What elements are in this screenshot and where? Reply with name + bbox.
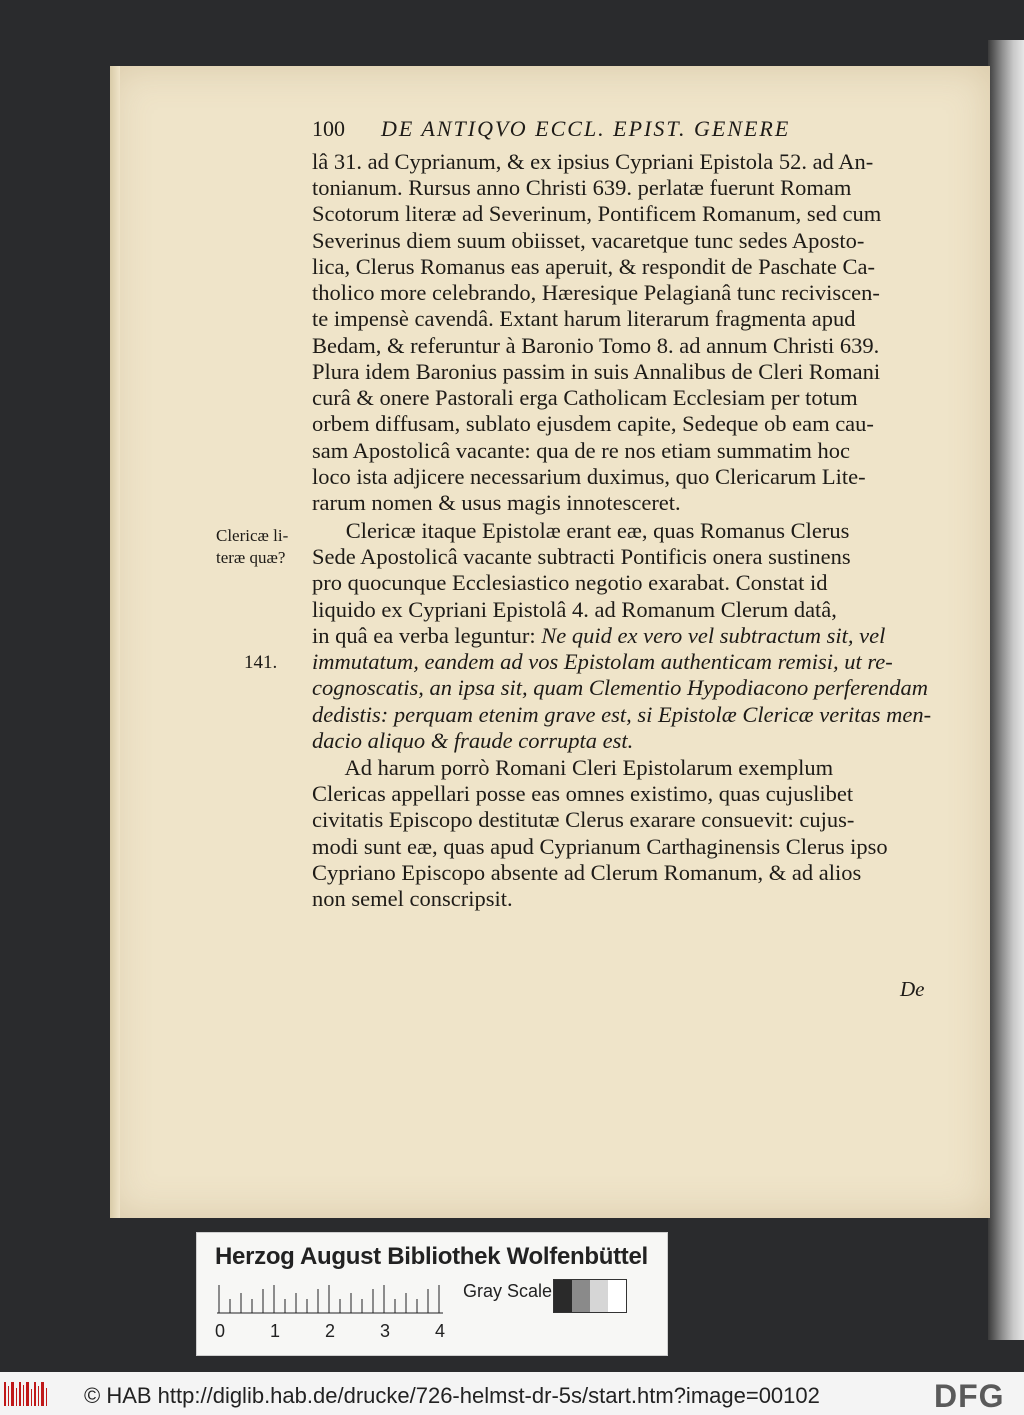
page-gutter [110,66,120,1218]
gray-swatch [608,1280,626,1312]
text-line: Sede Apostolicâ vacante subtracti Pontificis onera sustinens [312,544,851,569]
quote-intro: in quâ ea verba leguntur: [312,623,536,648]
gray-scale-label: Gray Scale [463,1281,553,1301]
margin-number: 141. [244,652,278,673]
ruler-number: 4 [435,1321,446,1341]
text-line: orbem diffusam, sublato ejusdem capite, Sedeque ob eam cau- [312,411,874,436]
text-line: loco ista adjicere necessarium duximus, quo Clericarum Lite- [312,464,866,489]
text-line: te impensè cavendâ. Extant harum literarum fragmenta apud [312,306,856,331]
text-line: pro quocunque Ecclesiastico negotio exarabat. Constat id [312,570,828,595]
book-edge [988,40,1024,1340]
margin-note-line: Clericæ li- [216,526,289,545]
color-calibration-card [196,1232,668,1356]
text-line: tholico more celebrando, Hæresique Pelagianâ tunc reciviscen- [312,280,880,305]
card-title: Herzog August Bibliothek Wolfenbüttel [215,1243,648,1270]
ruler-ticks [217,1285,443,1315]
gray-swatch [572,1280,590,1312]
dfg-logo: DFG [934,1378,1005,1414]
ruler-number: 0 [215,1321,226,1341]
text-line: curâ & onere Pastorali erga Catholicam Ecclesiam per totum [312,385,858,410]
text-line: Plura idem Baronius passim in suis Annalibus de Cleri Romani [312,359,881,384]
text-line: tonianum. Rursus anno Christi 639. perlatæ fuerunt Romam [312,175,852,200]
text-line: non semel conscripsit. [312,886,513,911]
text-line: cognoscatis, an ipsa sit, quam Clementio Hypodiacono perferendam [312,675,928,700]
text-line: rarum nomen & usus magis innotesceret. [312,490,681,515]
text-line: Clericas appellari posse eas omnes existimo, quas cujuslibet [312,781,854,806]
text-line: lica, Clerus Romanus eas aperuit, & respondit de Paschate Ca- [312,254,875,279]
gray-scale-swatches [553,1279,627,1313]
gray-swatch [554,1280,572,1312]
text-line: dacio aliquo & fraude corrupta est. [312,728,634,753]
ruler [217,1285,443,1315]
text-line: Clericæ itaque Epistolæ erant eæ, quas Romanus Clerus [312,518,850,543]
text-line [312,623,885,649]
text-line: Severinus diem suum obiisset, vacaretque tunc sedes Aposto- [312,228,865,253]
barcode-logo [4,1380,48,1408]
catchword: De [900,977,925,1001]
text-line: liquido ex Cypriani Epistolâ 4. ad Romanum Clerum datâ, [312,597,837,622]
text-line: immutatum, eandem ad vos Epistolam authenticam remisi, ut re- [312,649,893,674]
ruler-number: 2 [325,1321,336,1341]
gray-swatch [590,1280,608,1312]
text-line: Cypriano Episcopo absente ad Clerum Romanum, & ad alios [312,860,862,885]
text-line: dedistis: perquam etenim grave est, si Epistolæ Clericæ veritas men- [312,702,932,727]
text-line: modi sunt eæ, quas apud Cyprianum Carthaginensis Clerus ipso [312,834,888,859]
text-line: Scotorum literæ ad Severinum, Pontificem Romanum, sed cum [312,201,882,226]
margin-note-line: teræ quæ? [216,548,286,567]
text-line: lâ 31. ad Cyprianum, & ex ipsius Cypriani Epistola 52. ad An- [312,149,874,174]
text-line: civitatis Episcopo destitutæ Clerus exarare consuevit: cujus- [312,807,855,832]
text-line: Ad harum porrò Romani Cleri Epistolarum exemplum [312,755,834,780]
ruler-number: 3 [380,1321,391,1341]
running-title: DE ANTIQVO ECCL. EPIST. GENERE [381,116,791,141]
text-line: Bedam, & referuntur à Baronio Tomo 8. ad annum Christi 639. [312,333,880,358]
text-line: sam Apostolicâ vacante: qua de re nos etiam summatim hoc [312,438,850,463]
copyright-url[interactable]: © HAB http://diglib.hab.de/drucke/726-helmst-dr-5s/start.htm?image=00102 [84,1383,820,1408]
ruler-number: 1 [270,1321,281,1341]
quote-start: Ne quid ex vero vel subtractum sit, vel [541,623,886,648]
running-head [312,116,790,142]
page-number: 100 [312,116,345,141]
